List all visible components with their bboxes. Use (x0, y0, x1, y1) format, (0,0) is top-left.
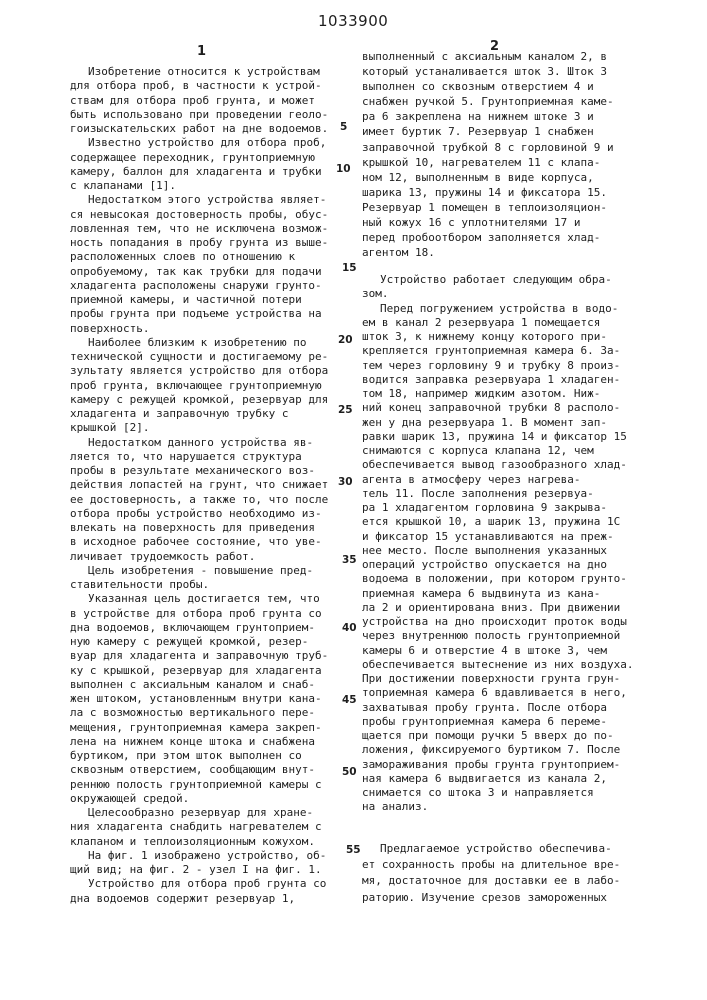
text-line: камеры 6 и отверстие 4 в штоке 3, чем (362, 644, 634, 658)
text-line: ный кожух 16 с уплотнителями 17 и (362, 215, 614, 230)
text-line: том 18, например жидким азотом. Ниж- (362, 387, 634, 401)
text-line: окружающей средой. (70, 792, 328, 806)
text-line: заправочной трубкой 8 с горловиной 9 и (362, 140, 614, 155)
text-line: пробы грунта при подъеме устройства на (70, 307, 328, 321)
column-number-left: 1 (197, 44, 206, 59)
text-line: лена на нижнем конце штока и снабжена (70, 735, 328, 749)
text-line: ляется то, что нарушается структура (70, 450, 328, 464)
text-line: шток 3, к нижнему концу которого при- (362, 330, 634, 344)
text-line: хладагента расположены снаружи грунто- (70, 279, 328, 293)
right-column-text-block-2 (362, 273, 634, 815)
text-line: технической сущности и достигаемому ре- (70, 350, 328, 364)
text-line: щий вид; на фиг. 2 - узел I на фиг. 1. (70, 863, 328, 877)
text-line: ее достоверность, а также то, что после (70, 493, 328, 507)
text-line: крепляется грунтоприемная камера 6. За- (362, 344, 634, 358)
text-line: ся невысокая достоверность пробы, обус- (70, 208, 328, 222)
line-number: 20 (338, 334, 353, 346)
text-line: дна водоемов, включающем грунтоприем- (70, 621, 328, 635)
text-line: Известно устройство для отбора проб, (70, 136, 328, 150)
text-line: хладагента и заправочную трубку с (70, 407, 328, 421)
text-line: снимается со штока 3 и направляется (362, 786, 634, 800)
text-line: на анализ. (362, 800, 634, 814)
text-line: перед пробоотбором заполняется хлад- (362, 230, 614, 245)
text-line: ла 2 и ориентирована вниз. При движении (362, 601, 634, 615)
line-number: 50 (342, 766, 357, 778)
column-number-right: 2 (490, 39, 499, 54)
text-line: замораживания пробы грунта грунтоприем- (362, 758, 634, 772)
text-line: жен штоком, установленным внутри кана- (70, 692, 328, 706)
text-line: содержащее переходник, грунтоприемную (70, 151, 328, 165)
text-line: который устаналивается шток 3. Шток 3 (362, 64, 614, 79)
text-line: и фиксатор 15 устанавливаются на преж- (362, 530, 634, 544)
text-line: щается при помощи ручки 5 вверх до по- (362, 729, 634, 743)
text-line: Устройство работает следующим обра- (362, 273, 634, 287)
text-line: ла с возможностью вертикального пере- (70, 706, 328, 720)
text-line: с клапанами [1]. (70, 179, 328, 193)
text-line: ния хладагента снабдить нагревателем с (70, 820, 328, 834)
text-line: ется крышкой 10, а шарик 13, пружина 1С (362, 515, 634, 529)
text-line: поверхность. (70, 322, 328, 336)
text-line: захватывая пробу грунта. После отбора (362, 701, 634, 715)
text-line: клапаном и теплоизоляционным кожухом. (70, 835, 328, 849)
text-line: Изобретение относится к устройствам (70, 65, 328, 79)
text-line: ет сохранность пробы на длительное вре- (362, 857, 620, 873)
text-line: Устройство для отбора проб грунта со (70, 877, 328, 891)
text-line: приемной камеры, и частичной потери (70, 293, 328, 307)
text-line: агента в атмосферу через нагрева- (362, 473, 634, 487)
text-line: обеспечивается вытеснение из них воздуха. (362, 658, 634, 672)
text-line: снабжен ручкой 5. Грунтоприемная каме- (362, 94, 614, 109)
text-line: Целесообразно резервуар для хране- (70, 806, 328, 820)
text-line: выполнен с аксиальным каналом и снаб- (70, 678, 328, 692)
text-line: нее место. После выполнения указанных (362, 544, 634, 558)
text-line: опробуемому, так как трубки для подачи (70, 265, 328, 279)
text-line: мя, достаточное для доставки ее в лабо- (362, 873, 620, 889)
text-line: Недостатком данного устройства яв- (70, 436, 328, 450)
text-line: вуар для хладагента и заправочную труб- (70, 649, 328, 663)
text-line: ном 12, выполненным в виде корпуса, (362, 170, 614, 185)
text-line: На фиг. 1 изображено устройство, об- (70, 849, 328, 863)
text-line: зом. (362, 287, 634, 301)
text-line: выполнен со сквозным отверстием 4 и (362, 79, 614, 94)
text-line: снимаются с корпуса клапана 12, чем (362, 444, 634, 458)
text-line: топриемная камера 6 вдавливается в него, (362, 686, 634, 700)
line-number: 35 (342, 554, 357, 566)
right-column-text-block-3 (362, 841, 620, 906)
text-line: Наиболее близким к изобретению по (70, 336, 328, 350)
text-line: пробы в результате механического воз- (70, 464, 328, 478)
text-line: в исходное рабочее состояние, что уве- (70, 535, 328, 549)
text-line: имеет буртик 7. Резервуар 1 снабжен (362, 124, 614, 139)
text-line: камеру, баллон для хладагента и трубки (70, 165, 328, 179)
text-line: крышкой 10, нагревателем 11 с клапа- (362, 155, 614, 170)
text-line: быть использовано при проведении геоло- (70, 108, 328, 122)
text-line: шарика 13, пружины 14 и фиксатора 15. (362, 185, 614, 200)
text-line: Недостатком этого устройства являет- (70, 193, 328, 207)
text-line: устройства на дно происходит проток воды (362, 615, 634, 629)
text-line: Цель изобретения - повышение пред- (70, 564, 328, 578)
text-line: буртиком, при этом шток выполнен со (70, 749, 328, 763)
text-line: через внутреннюю полость грунтоприемной (362, 629, 634, 643)
text-line: обеспечивается вывод газообразного хлад- (362, 458, 634, 472)
line-number: 10 (336, 163, 351, 175)
text-line: ку с крышкой, резервуар для хладагента (70, 664, 328, 678)
text-line: камеру с режущей кромкой, резервуар для (70, 393, 328, 407)
right-column-text-block-1 (362, 49, 614, 260)
left-column-text (70, 65, 328, 906)
text-line: агентом 18. (362, 245, 614, 260)
text-line: ствам для отбора проб грунта, и может (70, 94, 328, 108)
text-line: влекать на поверхность для приведения (70, 521, 328, 535)
text-line: ний конец заправочной трубки 8 располо- (362, 401, 634, 415)
text-line: зультату является устройство для отбора (70, 364, 328, 378)
text-line: мещения, грунтоприемная камера закреп- (70, 721, 328, 735)
text-line: гоизыскательских работ на дне водоемов. (70, 122, 328, 136)
text-line: крышкой [2]. (70, 421, 328, 435)
text-line: пробы грунтоприемная камера 6 переме- (362, 715, 634, 729)
text-line: При достижении поверхности грунта грун- (362, 672, 634, 686)
text-line: Указанная цель достигается тем, что (70, 592, 328, 606)
text-line: тем через горловину 9 и трубку 8 произ- (362, 359, 634, 373)
document-number: 1033900 (318, 12, 388, 30)
text-line: проб грунта, включающее грунтоприемную (70, 379, 328, 393)
text-line: операций устройство опускается на дно (362, 558, 634, 572)
text-line: ставительности пробы. (70, 578, 328, 592)
text-line: сквозным отверстием, сообщающим внут- (70, 763, 328, 777)
text-line: ность попадания в пробу грунта из выше- (70, 236, 328, 250)
line-number: 55 (346, 844, 361, 856)
text-line: ная камера 6 выдвигается из канала 2, (362, 772, 634, 786)
line-number: 45 (342, 694, 357, 706)
text-line: равки шарик 13, пружина 14 и фиксатор 15 (362, 430, 634, 444)
line-number: 30 (338, 476, 353, 488)
text-line: тель 11. После заполнения резервуа- (362, 487, 634, 501)
line-number: 25 (338, 404, 353, 416)
text-line: отбора пробы устройство необходимо из- (70, 507, 328, 521)
text-line: расположенных слоев по отношению к (70, 250, 328, 264)
text-line: действия лопастей на грунт, что снижает (70, 478, 328, 492)
text-line: ную камеру с режущей кромкой, резер- (70, 635, 328, 649)
text-line: Резервуар 1 помещен в теплоизоляцион- (362, 200, 614, 215)
text-line: дна водоемов содержит резервуар 1, (70, 892, 328, 906)
text-line: ра 1 хладагентом горловина 9 закрыва- (362, 501, 634, 515)
line-number: 40 (342, 622, 357, 634)
text-line: Перед погружением устройства в водо- (362, 302, 634, 316)
text-line: ра 6 закреплена на нижнем штоке 3 и (362, 109, 614, 124)
text-line: приемная камера 6 выдвинута из кана- (362, 587, 634, 601)
text-line: водоема в положении, при котором грунто- (362, 572, 634, 586)
text-line: жен у дна резервуара 1. В момент зап- (362, 416, 634, 430)
text-line: для отбора проб, в частности к устрой- (70, 79, 328, 93)
text-line: водится заправка резервуара 1 хладаген- (362, 373, 634, 387)
line-number: 15 (342, 262, 357, 274)
text-line: раторию. Изучение срезов замороженных (362, 890, 620, 906)
text-line: в устройстве для отбора проб грунта со (70, 607, 328, 621)
text-line: реннюю полость грунтоприемной камеры с (70, 778, 328, 792)
text-line: ем в канал 2 резервуара 1 помещается (362, 316, 634, 330)
text-line: Предлагаемое устройство обеспечива- (362, 841, 620, 857)
line-number: 5 (340, 121, 347, 133)
text-line: личивает трудоемкость работ. (70, 550, 328, 564)
text-line: ложения, фиксируемого буртиком 7. После (362, 743, 634, 757)
text-line: выполненный с аксиальным каналом 2, в (362, 49, 614, 64)
text-line: ловленная тем, что не исключена возмож- (70, 222, 328, 236)
